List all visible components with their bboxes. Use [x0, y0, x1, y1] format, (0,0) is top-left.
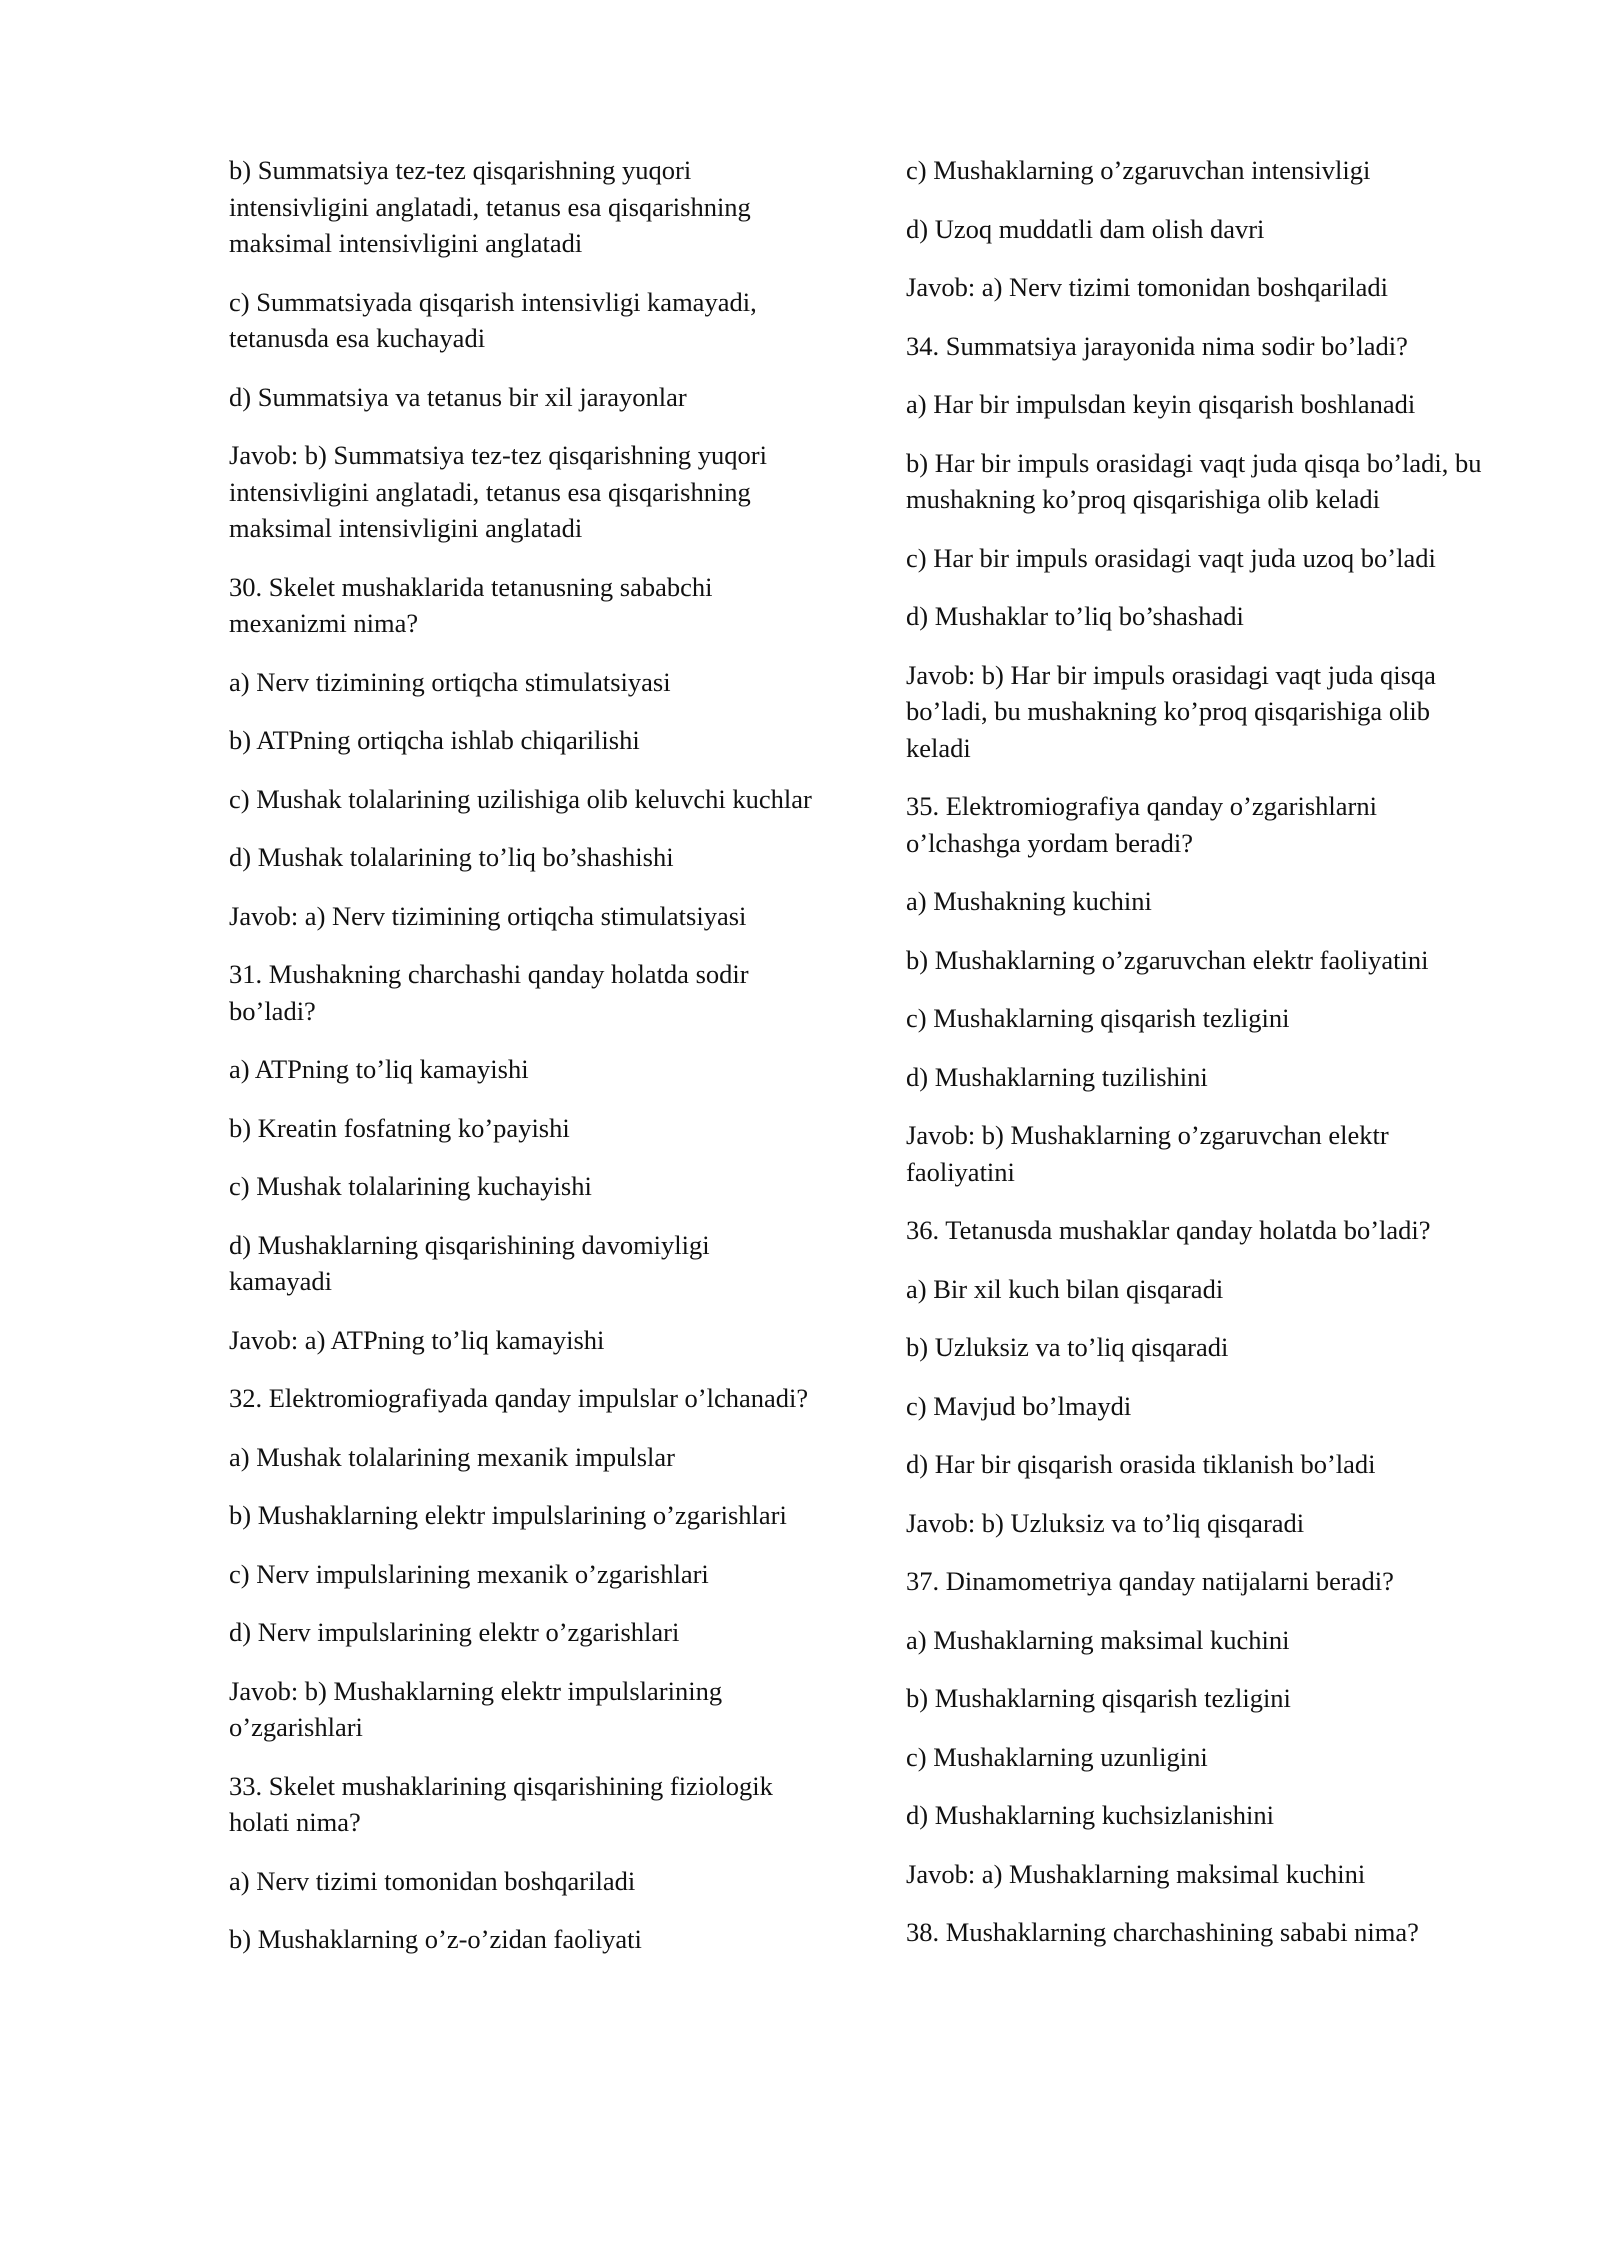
option-d: d) Mushaklarning tuzilishini	[906, 1061, 1208, 1092]
option-b: b) Kreatin fosfatning ko’payishi	[229, 1112, 570, 1143]
option-a: a) Mushak tolalarining mexanik impulslar	[229, 1441, 675, 1472]
option-c: c) Mushak tolalarining kuchayishi	[229, 1171, 592, 1201]
option-c: c) Mushaklarning o’zgaruvchan intensivligi	[906, 155, 1371, 185]
option-d: d) Mushaklarning qisqarishining davomiyligi kamayadi	[229, 1229, 710, 1296]
paragraph: c) Summatsiyada qisqarish intensivligi kamayadi, tetanusda esa kuchayadi	[229, 286, 757, 353]
option-b: b) Mushaklarning o’zgaruvchan elektr faoliyatini	[906, 944, 1429, 975]
option-a: a) Mushaklarning maksimal kuchini	[906, 1624, 1290, 1655]
answer-line: Javob: a) ATPning to’liq kamayishi	[229, 1324, 605, 1355]
question-34: 34. Summatsiya jarayonida nima sodir bo’ladi?	[906, 330, 1408, 361]
option-a: a) Nerv tizimining ortiqcha stimulatsiyasi	[229, 666, 671, 697]
question-31: 31. Mushakning charchashi qanday holatda sodir bo’ladi?	[229, 959, 749, 1026]
question-33: 33. Skelet mushaklarining qisqarishining fiziologik holati nima?	[229, 1770, 773, 1837]
answer-line: Javob: b) Uzluksiz va to’liq qisqaradi	[906, 1507, 1305, 1538]
option-c: c) Mushak tolalarining uzilishiga olib keluvchi kuchlar	[229, 783, 812, 814]
answer-line: Javob: b) Mushaklarning elektr impulslarining o’zgarishlari	[229, 1675, 723, 1742]
option-a: a) Har bir impulsdan keyin qisqarish boshlanadi	[906, 389, 1416, 419]
option-d: d) Nerv impulslarining elektr o’zgarishlari	[229, 1617, 680, 1647]
answer-line: Javob: b) Summatsiya tez-tez qisqarishning yuqori intensivligini anglatadi, tetanus esa qisqarishning maksimal intensivligini anglatadi	[229, 440, 767, 543]
option-d: d) Mushaklarning kuchsizlanishini	[906, 1800, 1274, 1830]
answer-line: Javob: b) Har bir impuls orasidagi vaqt juda qisqa bo’ladi, bu mushakning ko’proq qisqarishiga olib keladi	[906, 659, 1436, 763]
right-column	[906, 152, 1486, 1973]
answer-line: Javob: a) Nerv tizimi tomonidan boshqariladi	[906, 272, 1389, 302]
option-a: a) Mushakning kuchini	[906, 886, 1152, 916]
option-b: b) Mushaklarning elektr impulslarining o’zgarishlari	[229, 1500, 787, 1530]
option-b: b) ATPning ortiqcha ishlab chiqarilishi	[229, 725, 640, 755]
option-c: c) Mavjud bo’lmaydi	[906, 1390, 1132, 1421]
option-d: d) Mushaklar to’liq bo’shashadi	[906, 601, 1244, 631]
option-b: b) Uzluksiz va to’liq qisqaradi	[906, 1332, 1229, 1362]
question-35: 35. Elektromiografiya qanday o’zgarishlarni o’lchashga yordam beradi?	[906, 791, 1377, 858]
option-a: a) Nerv tizimi tomonidan boshqariladi	[229, 1865, 636, 1896]
option-d: d) Har bir qisqarish orasida tiklanish bo’ladi	[906, 1449, 1376, 1479]
question-32: 32. Elektromiografiyada qanday impulslar o’lchanadi?	[229, 1383, 809, 1413]
option-b: b) Har bir impuls orasidagi vaqt juda qisqa bo’ladi, bu mushakning ko’proq qisqarishiga olib keladi	[906, 447, 1482, 514]
option-a: a) ATPning to’liq kamayishi	[229, 1054, 529, 1084]
option-c: c) Mushaklarning qisqarish tezligini	[906, 1003, 1290, 1033]
answer-line: Javob: a) Nerv tizimining ortiqcha stimulatsiyasi	[229, 900, 747, 931]
option-c: c) Nerv impulslarining mexanik o’zgarishlari	[229, 1558, 709, 1589]
option-d: d) Uzoq muddatli dam olish davri	[906, 213, 1265, 244]
paragraph: b) Summatsiya tez-tez qisqarishning yuqori intensivligini anglatadi, tetanus esa qisqarishning maksimal intensivligini anglatadi	[229, 155, 751, 258]
option-b: b) Mushaklarning qisqarish tezligini	[906, 1683, 1291, 1713]
option-c: c) Har bir impuls orasidagi vaqt juda uzoq bo’ladi	[906, 542, 1436, 573]
question-37: 37. Dinamometriya qanday natijalarni beradi?	[906, 1566, 1394, 1596]
answer-line: Javob: a) Mushaklarning maksimal kuchini	[906, 1858, 1366, 1889]
paragraph: d) Summatsiya va tetanus bir xil jarayonlar	[229, 381, 687, 412]
left-column	[229, 152, 819, 1980]
option-b: b) Mushaklarning o’z-o’zidan faoliyati	[229, 1924, 642, 1954]
question-38: 38. Mushaklarning charchashining sababi nima?	[906, 1917, 1419, 1947]
question-30: 30. Skelet mushaklarida tetanusning sababchi mexanizmi nima?	[229, 571, 713, 638]
option-d: d) Mushak tolalarining to’liq bo’shashishi	[229, 842, 674, 872]
option-c: c) Mushaklarning uzunligini	[906, 1741, 1208, 1772]
option-a: a) Bir xil kuch bilan qisqaradi	[906, 1273, 1224, 1304]
answer-line: Javob: b) Mushaklarning o’zgaruvchan elektr faoliyatini	[906, 1120, 1389, 1187]
question-36: 36. Tetanusda mushaklar qanday holatda bo’ladi?	[906, 1215, 1431, 1245]
